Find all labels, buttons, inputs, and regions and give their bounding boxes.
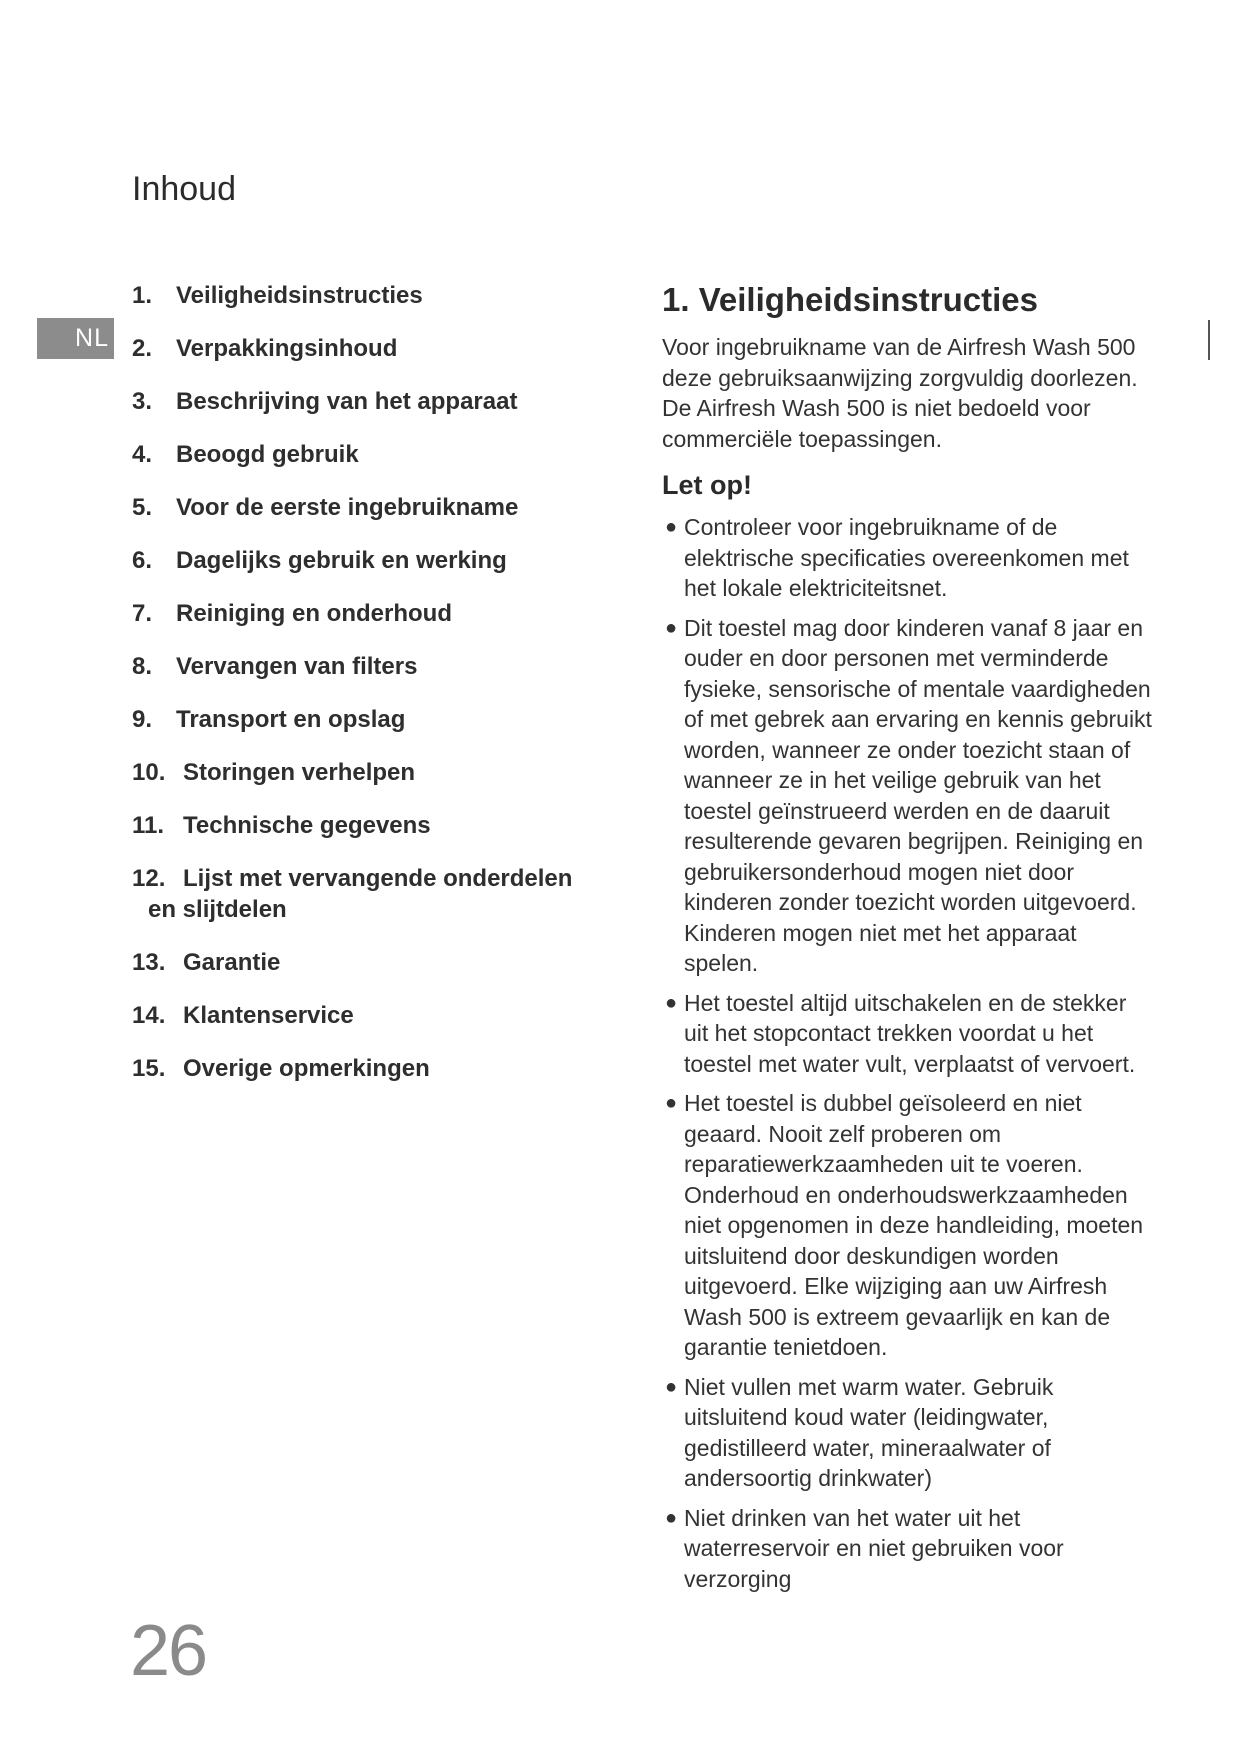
list-item: ● Het toestel altijd uitschakelen en de stekker uit het stopcontact trekken voordat u het toestel met water vult, verplaatst of vervoert. [665, 989, 1136, 1077]
bullet-icon: ● [665, 1375, 678, 1398]
toc-item[interactable]: 13. Garantie [132, 949, 281, 976]
toc-item[interactable]: 5. Voor de eerste ingebruikname [132, 494, 519, 521]
list-item: ● Het toestel is dubbel geïsoleerd en niet geaard. Nooit zelf proberen om reparatiewerkzaamheden uit te voeren. Onderhoud en onderhoudswerkzaamheden niet opgenomen in deze handleiding, moeten uitsluitend door deskundigen worden uitgevoerd. Elke wijziging aan uw Airfresh Wash 500 is extreem gevaarlijk en kan de garantie tenietdoen. [665, 1090, 1144, 1360]
bullet-icon: ● [665, 991, 678, 1014]
section-title: 1. Veiligheidsinstructies [662, 281, 1038, 318]
bullet-icon: ● [665, 1092, 678, 1114]
toc-item[interactable]: 4. Beoogd gebruik [132, 441, 359, 468]
toc-item[interactable]: 2. Verpakkingsinhoud [132, 335, 398, 362]
list-item: ● Niet vullen met warm water. Gebruik uitsluitend koud water (leidingwater, gedistilleerd water, mineraalwater of andersoortig drinkwater) [665, 1373, 1054, 1491]
bullet-icon: ● [665, 1506, 678, 1529]
list-item: ● Dit toestel mag door kinderen vanaf 8 jaar en ouder en door personen met verminderde fysieke, sensorische of mentale vaardigheden of met gebrek aan ervaring en kennis gebruikt worden, wanneer ze onder toezicht staan of wanneer ze in het veilige gebruik van het toestel geïnstrueerd werden en de daaruit resulterende gevaren begrijpen. Reiniging en gebruikersonderhoud mogen niet door kinderen zonder toezicht worden uitgevoerd. Kinderen mogen niet met het apparaat spelen. [665, 614, 1152, 976]
page-title: Inhoud [132, 170, 236, 208]
toc-item[interactable]: 6. Dagelijks gebruik en werking [132, 547, 507, 574]
language-tab: NL [37, 318, 114, 359]
warning-heading: Let op! [662, 470, 752, 500]
warning-list [662, 512, 1152, 1594]
toc-item[interactable]: 1. Veiligheidsinstructies [132, 282, 423, 309]
toc-item[interactable]: 14. Klantenservice [132, 1002, 354, 1029]
margin-marker [1208, 320, 1210, 360]
page-number: 26 [130, 1611, 207, 1691]
toc-item[interactable]: 12. Lijst met vervangende onderdelen en slijtdelen [132, 865, 573, 923]
toc-item[interactable]: 7. Reiniging en onderhoud [132, 600, 452, 627]
bullet-icon: ● [665, 516, 678, 538]
toc-item[interactable]: 10. Storingen verhelpen [132, 759, 416, 786]
intro-paragraph: Voor ingebruikname van de Airfresh Wash 500 deze gebruiksaanwijzing zorgvuldig doorlezen. De Airfresh Wash 500 is niet bedoeld voor commerciële toepassingen. [662, 334, 1138, 452]
toc-item[interactable]: 11. Technische gegevens [132, 812, 431, 839]
list-item: ● Niet drinken van het water uit het waterreservoir en niet gebruiken voor verzorging [665, 1504, 1064, 1592]
toc-item[interactable]: 3. Beschrijving van het apparaat [132, 388, 518, 415]
toc-item[interactable]: 8. Vervangen van filters [132, 653, 418, 680]
toc-item[interactable]: 9. Transport en opslag [132, 706, 406, 733]
list-item: ● Controleer voor ingebruikname of de elektrische specificaties overeenkomen met het lokale elektriciteitsnet. [665, 514, 1129, 601]
bullet-icon: ● [665, 616, 678, 639]
toc-item[interactable]: 15. Overige opmerkingen [132, 1055, 430, 1082]
safety-section [662, 280, 1152, 1603]
